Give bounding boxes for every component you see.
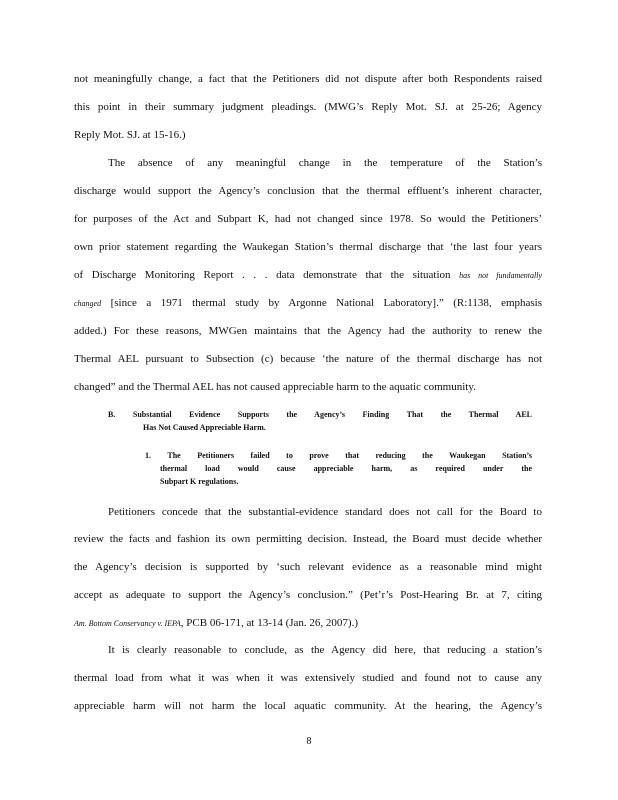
body-line: Thermal AEL pursuant to Subsection (c) because ‘the nature of the thermal discharge has not	[74, 353, 542, 365]
body-text: , PCB 06-171, at 13-14 (Jan. 26, 2007).)	[180, 617, 359, 629]
body-line: appreciable harm will not harm the local aquatic community. At the hearing, the Agency’s	[74, 700, 542, 712]
emphasis-text: has not fundamentally	[459, 271, 543, 280]
body-line: this point in their summary judgment pleadings. (MWG’s Reply Mot. SJ. at 25-26; Agency	[74, 101, 542, 113]
body-text: [since a 1971 thermal study by Argonne National Laboratory].” (R:1138, emphasis	[110, 297, 543, 309]
body-line: the Agency’s decision is supported by ‘such relevant evidence as a reasonable mind might	[74, 561, 542, 573]
body-line: changed” and the Thermal AEL has not caused appreciable harm to the aquatic community.	[74, 381, 476, 393]
body-line: discharge would support the Agency’s conclusion that the thermal effluent’s inherent character,	[74, 185, 542, 197]
body-line: accept as adequate to support the Agency’s conclusion.” (Pet’r’s Post-Hearing Br. at 7, citing	[74, 589, 542, 601]
body-line: added.) For these reasons, MWGen maintains that the Agency had the authority to renew the	[74, 325, 542, 337]
body-line: The absence of any meaningful change in the temperature of the Station’s	[108, 157, 542, 169]
body-line: review the facts and fashion its own permitting decision. Instead, the Board must decide whether	[74, 533, 542, 545]
body-line	[74, 616, 542, 631]
subsection-heading: thermal load would cause appreciable harm, as required under the	[160, 464, 532, 473]
body-line	[74, 268, 542, 283]
subsection-heading: 1. The Petitioners failed to prove that reducing the Waukegan Station’s	[145, 451, 532, 460]
case-citation: Am. Bottom Conservancy v. IEPA	[74, 619, 181, 628]
body-line: thermal load from what it was when it was extensively studied and found not to cause any	[74, 672, 542, 684]
body-line: for purposes of the Act and Subpart K, had not changed since 1978. So would the Petitioners’	[74, 213, 542, 225]
body-line: Reply Mot. SJ. at 15-16.)	[74, 129, 186, 141]
section-heading: B. Substantial Evidence Supports the Agency’s Finding That the Thermal AEL	[108, 410, 532, 419]
body-line: Petitioners concede that the substantial-evidence standard does not call for the Board to	[108, 506, 542, 518]
body-line: not meaningfully change, a fact that the Petitioners did not dispute after both Respondents raised	[74, 73, 542, 85]
body-line: own prior statement regarding the Waukegan Station’s thermal discharge that ‘the last four years	[74, 241, 542, 253]
section-heading: Has Not Caused Appreciable Harm.	[143, 423, 266, 432]
body-line	[74, 296, 542, 311]
emphasis-text: changed	[74, 299, 102, 308]
subsection-heading: Subpart K regulations.	[160, 477, 239, 486]
body-line: It is clearly reasonable to conclude, as the Agency did here, that reducing a station’s	[108, 644, 542, 656]
body-text: of Discharge Monitoring Report . . . data demonstrate that the situation	[74, 269, 451, 281]
page-number: 8	[306, 736, 312, 747]
